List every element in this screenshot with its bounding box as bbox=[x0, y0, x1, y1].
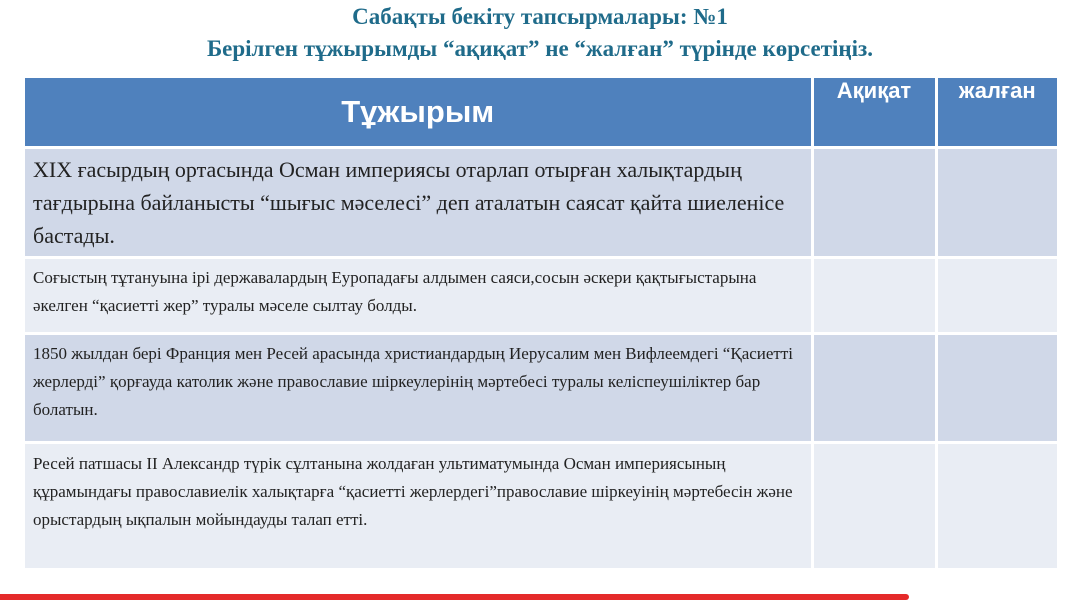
table-row bbox=[25, 334, 1057, 443]
false-answer-cell[interactable] bbox=[936, 334, 1057, 443]
video-progress-fill bbox=[0, 594, 909, 600]
statement-cell bbox=[25, 148, 812, 258]
table-header-row bbox=[25, 78, 1057, 148]
header-statement: Тұжырым bbox=[25, 78, 812, 148]
slide-instruction: Берілген тұжырымды “ақиқат” не “жалған” түрінде көрсетіңіз. bbox=[206, 36, 874, 61]
true-answer-cell[interactable] bbox=[812, 258, 936, 334]
statement-cell bbox=[25, 443, 812, 569]
statement-text: 1850 жылдан бері Франция мен Ресей арасында христиандардың Иерусалим мен Вифлеемдегі “Қасиетті жерлерді” қорғауда католик және православие шіркеулерінің мәртебесі туралы келіспеушіліктер бар болатын. bbox=[33, 344, 794, 419]
true-false-table bbox=[25, 78, 1057, 568]
header-true: Ақиқат bbox=[812, 78, 936, 148]
false-answer-cell[interactable] bbox=[936, 258, 1057, 334]
statement-text: XIX ғасырдың ортасында Осман империясы отарлап отырған халықтардың тағдырына байланысты “шығыс мәселесі” деп аталатын саясат қайта шиеленісе бастады. bbox=[33, 157, 785, 248]
true-answer-cell[interactable] bbox=[812, 334, 936, 443]
statement-text: Соғыстың тұтануына ірі державалардың Еуропадағы алдымен саяси,сосын әскери қақтығыстарына әкелген “қасиетті жер” туралы мәселе сылтау болды. bbox=[33, 268, 757, 315]
true-answer-cell[interactable] bbox=[812, 148, 936, 258]
statement-text: Ресей патшасы II Александр түрік сұлтанына жолдаған ультиматумында Осман империясының құрамындағы православиелік халықтарға “қасиетті жерлердегі”православие шіркеуінің мәртебесін және орыстардың ықпалын мойындауды талап етті. bbox=[33, 454, 793, 529]
true-answer-cell[interactable] bbox=[812, 443, 936, 569]
false-answer-cell[interactable] bbox=[936, 443, 1057, 569]
table-row bbox=[25, 443, 1057, 569]
false-answer-cell[interactable] bbox=[936, 148, 1057, 258]
slide-title: Сабақты бекіту тапсырмалары: №1 bbox=[352, 4, 728, 29]
table-row bbox=[25, 258, 1057, 334]
statement-cell bbox=[25, 258, 812, 334]
video-progress-bar[interactable] bbox=[0, 594, 1080, 602]
header-false: жалған bbox=[936, 78, 1057, 148]
statement-cell bbox=[25, 334, 812, 443]
table-row bbox=[25, 148, 1057, 258]
